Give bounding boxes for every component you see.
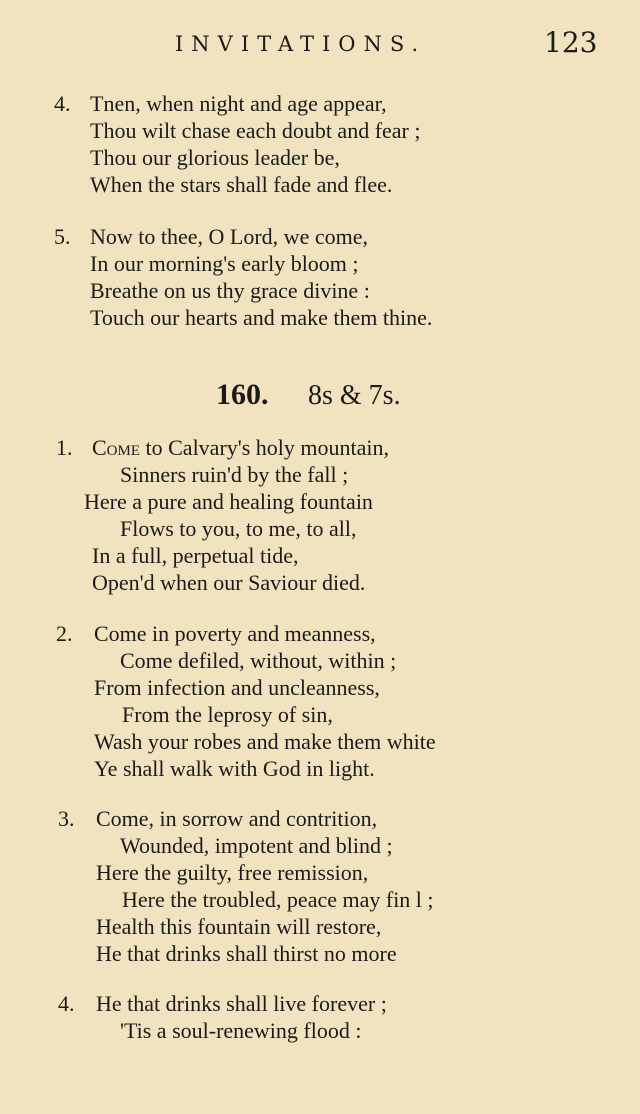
stanza-number: 4.: [58, 991, 75, 1016]
hymn-heading: [0, 378, 640, 418]
hymn-meter: 8s & 7s.: [308, 380, 401, 411]
verse-line: Wounded, impotent and blind ;: [120, 833, 393, 858]
drop-word: Come: [92, 435, 141, 460]
verse-line: Touch our hearts and make them thine.: [90, 305, 433, 330]
verse-line: He that drinks shall live forever ;: [96, 991, 387, 1016]
verse-line: When the stars shall fade and flee.: [90, 172, 393, 197]
verse-line: Open'd when our Saviour died.: [92, 570, 366, 595]
verse-line: [92, 434, 389, 462]
verse-line: 'Tis a soul-renewing flood :: [120, 1018, 362, 1043]
stanza-number: 2.: [56, 621, 73, 646]
stanza-number: 4.: [54, 91, 71, 116]
verse-line: In a full, perpetual tide,: [92, 543, 299, 568]
verse-line-rest: to Calvary's holy mountain,: [140, 435, 390, 460]
verse-line: From the leprosy of sin,: [122, 702, 333, 727]
verse-line: Here the guilty, free remission,: [96, 860, 369, 885]
verse-line: Thou our glorious leader be,: [90, 145, 340, 170]
verse-line: Here the troubled, peace may fin l ;: [122, 887, 434, 912]
verse-line: Flows to you, to me, to all,: [120, 516, 357, 541]
verse-line: Come, in sorrow and contrition,: [96, 806, 378, 831]
verse-line: Tnen, when night and age appear,: [90, 91, 387, 116]
verse-line: From infection and uncleanness,: [94, 675, 380, 700]
verse-line: Breathe on us thy grace divine :: [90, 278, 370, 303]
verse-line: Here a pure and healing fountain: [84, 489, 373, 514]
verse-line: In our morning's early bloom ;: [90, 251, 359, 276]
verse-line: Thou wilt chase each doubt and fear ;: [90, 118, 421, 143]
verse-line: Health this fountain will restore,: [96, 914, 382, 939]
verse-line: Wash your robes and make them white: [94, 729, 436, 754]
verse-line: Come in poverty and meanness,: [94, 621, 376, 646]
stanza-number: 1.: [56, 435, 73, 460]
running-title: INVITATIONS.: [175, 32, 427, 56]
page-number: 123: [544, 26, 598, 59]
verse-line: Sinners ruin'd by the fall ;: [120, 462, 349, 487]
page-header: [0, 26, 640, 66]
verse-line: Ye shall walk with God in light.: [94, 756, 375, 781]
hymn-number: 160.: [216, 378, 269, 411]
stanza-number: 3.: [58, 806, 75, 831]
stanza-number: 5.: [54, 224, 71, 249]
verse-line: Come defiled, without, within ;: [120, 648, 397, 673]
verse-line: Now to thee, O Lord, we come,: [90, 224, 368, 249]
verse-line: He that drinks shall thirst no more: [96, 941, 397, 966]
